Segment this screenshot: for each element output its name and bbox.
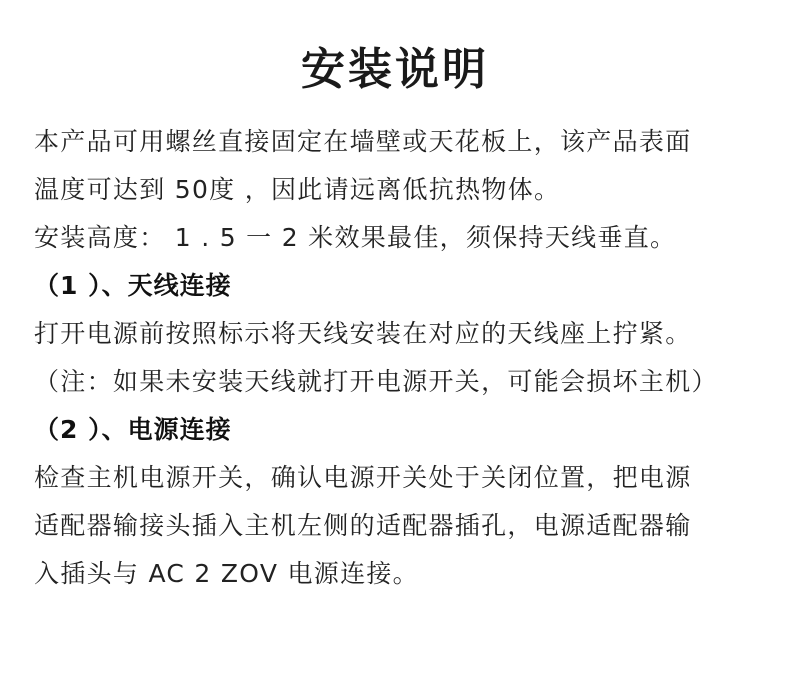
- paragraph-line: 入插头与 AC 2 ZOV 电源连接。: [34, 559, 419, 588]
- paragraph-line: 温度可达到 50度 ，因此请远离低抗热物体。: [34, 175, 561, 204]
- section-heading-power: （2 ）、电源连接: [34, 415, 232, 444]
- paragraph-line: 安装高度： 1 . 5 一 2 米效果最佳，须保持天线垂直。: [34, 223, 677, 252]
- paragraph-line: 检查主机电源开关，确认电源开关处于关闭位置，把电源: [34, 463, 692, 492]
- paragraph-line: 适配器输接头插入主机左侧的适配器插孔，电源适配器输: [34, 511, 692, 540]
- paragraph-line: 本产品可用螺丝直接固定在墙壁或天花板上，该产品表面: [34, 127, 692, 156]
- note-line: （注：如果未安装天线就打开电源开关，可能会损坏主机）: [34, 367, 718, 396]
- instruction-body: [34, 118, 764, 598]
- section-heading-antenna: （1 ）、天线连接: [34, 271, 232, 300]
- paragraph-line: 打开电源前按照标示将天线安装在对应的天线座上拧紧。: [34, 319, 692, 348]
- page-title: 安装说明: [301, 44, 489, 95]
